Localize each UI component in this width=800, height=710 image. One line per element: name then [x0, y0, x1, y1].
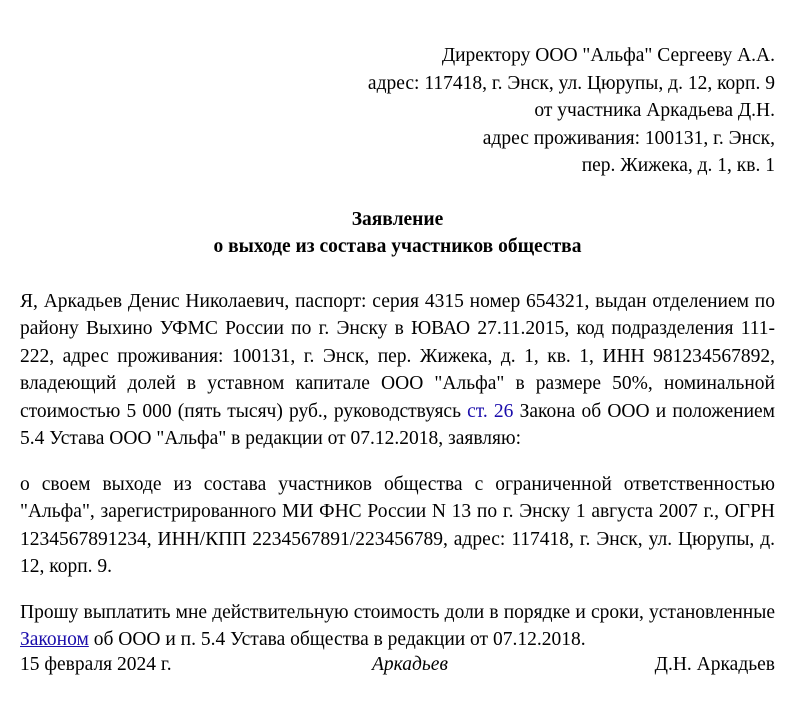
law-link[interactable]: Законом: [20, 629, 89, 650]
document-title: [20, 206, 775, 261]
statement-text: Я, Аркадьев Денис Николаевич, паспорт: серия 4315 номер 654321, выдан отделением по району Выхино УФМС России по г. Энску в ЮВАО 27.11.2015, код подразделения 111-222, адрес проживания: 100131, г. Энск, пер. Жижека, д. 1, кв. 1, ИНН 981234567892, владеющий долей в уставном капитале ООО "Альфа" в размере 50%, номинальной стоимостью 5 000 (пять тысяч) руб., руководствуясь: [20, 290, 775, 422]
signature-date: 15 февраля 2024 г.: [20, 654, 172, 675]
statement-text-continued: Закона об ООО и положением 5.4 Устава ООО "Альфа" в редакции от 07.12.2018, заявляю:: [20, 400, 776, 449]
sender-address-line-2: пер. Жижека, д. 1, кв. 1: [581, 155, 775, 176]
statement-paragraph: [20, 288, 775, 453]
article-26-link[interactable]: ст. 26: [467, 400, 514, 422]
payment-request-text-continued: об ООО и п. 5.4 Устава общества в редакции от 07.12.2018.: [88, 629, 586, 650]
title-line-2: о выходе из состава участников общества: [213, 236, 582, 257]
document: [20, 0, 775, 654]
handwritten-signature: Аркадьев: [372, 654, 448, 675]
sender-line: от участника Аркадьева Д.Н.: [534, 100, 775, 121]
addressee-line: Директору ООО "Альфа" Сергееву А.А.: [441, 45, 775, 66]
addressee-block: [20, 0, 775, 180]
addressee-address-line: адрес: 117418, г. Энск, ул. Цюрупы, д. 12, корп. 9: [367, 72, 775, 94]
signer-name: Д.Н. Аркадьев: [654, 654, 775, 675]
signature-row: [20, 651, 775, 679]
withdrawal-paragraph: о своем выходе из состава участников общества с ограниченной ответственностью "Альфа", зарегистрированного МИ ФНС России N 13 по г. Энску 1 августа 2007 г., ОГРН 1234567891234, ИНН/КПП 2234567891/223456789, адрес: 117418, г. Энск, ул. Цюрупы, д. 12, корп. 9.: [20, 473, 775, 577]
sender-address-line: адрес проживания: 100131, г. Энск,: [482, 127, 775, 149]
payment-request-text: Прошу выплатить мне действительную стоимость доли в порядке и сроки, установленные: [20, 601, 775, 623]
payment-request-paragraph: [20, 599, 775, 654]
title-line-1: Заявление: [351, 208, 444, 230]
